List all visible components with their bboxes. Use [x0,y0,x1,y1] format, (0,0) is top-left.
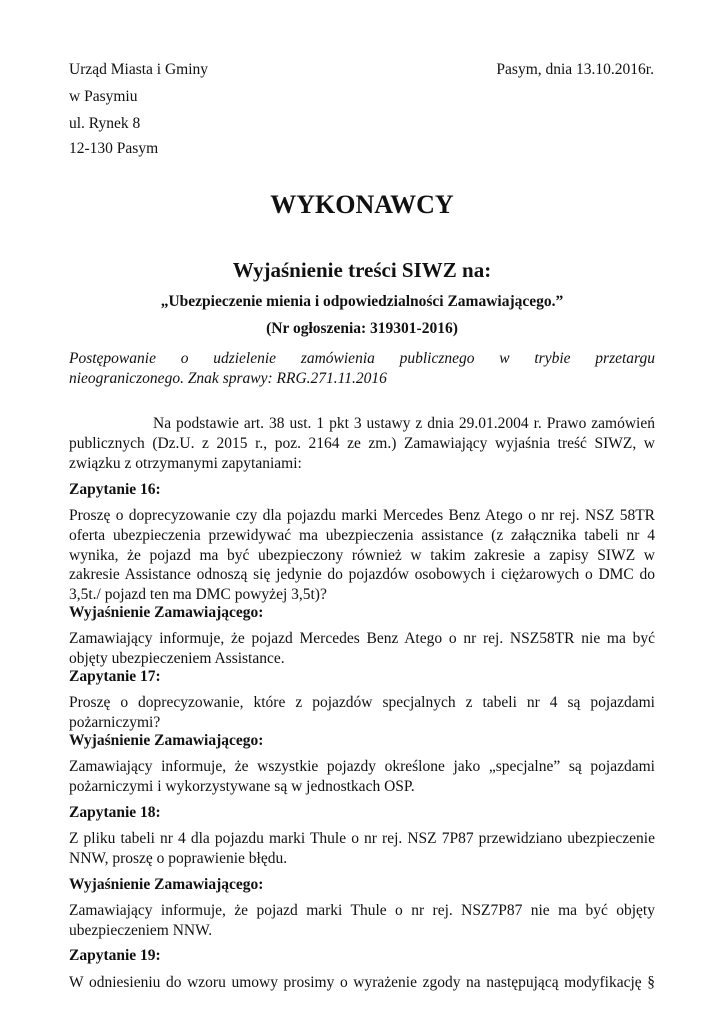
proceeding-line-1: Postępowanie o udzielenie zamówienia publicznego w trybie przetargu [69,350,655,367]
q17-line-2: pożarniczymi? [69,714,161,731]
q16-answer-line-1: Zamawiający informuje, że pojazd Mercedes Benz Atego o nr rej. NSZ58TR nie ma być [69,630,655,647]
q16-line-2: oferta ubezpieczenia przewidywać ma ubezpieczenia assistance (z załącznika tabeli nr 4 [69,527,655,544]
sender-line-2: w Pasymiu [69,88,138,105]
intro-line-1: Na podstawie art. 38 ust. 1 pkt 3 ustawy z dnia 29.01.2004 r. Prawo zamówień [153,415,655,432]
q18-answer-heading: Wyjaśnienie Zamawiającego: [69,876,264,893]
sender-line-4: 12-130 Pasym [69,140,159,157]
q16-answer-heading: Wyjaśnienie Zamawiającego: [69,604,264,621]
q16-line-4: zakresie Assistance odnoszą się jedynie do pojazdów osobowych i ciężarowych o DMC do [69,566,655,583]
q18-heading: Zapytanie 18: [69,804,161,821]
subject-line: „Ubezpieczenie mienia i odpowiedzialności Zamawiającego.” [160,293,564,310]
q17-heading: Zapytanie 17: [69,668,161,685]
q16-heading: Zapytanie 16: [69,481,161,498]
intro-line-2: publicznych (Dz.U. z 2015 r., poz. 2164 ze zm.) Zamawiający wyjaśnia treść SIWZ, w [69,435,655,452]
q17-answer-heading: Wyjaśnienie Zamawiającego: [69,732,264,749]
q16-line-1: Proszę o doprecyzowanie czy dla pojazdu marki Mercedes Benz Atego o nr rej. NSZ 58TR [69,507,655,524]
sender-line-3: ul. Rynek 8 [69,115,141,132]
intro-line-3: związku z otrzymanymi zapytaniami: [69,455,302,472]
q16-line-3: wynika, że pojazd ma być ubezpieczony również w takim zakresie a zapisy SIWZ w [69,547,655,564]
announcement-number: (Nr ogłoszenia: 319301-2016) [266,320,458,337]
q16-line-5: 3,5t./ pojazd ten ma DMC powyżej 3,5t)? [69,586,327,603]
q19-line-1: W odniesieniu do wzoru umowy prosimy o wyrażenie zgody na następującą modyfikację § [69,974,655,991]
proceeding-line-2: nieograniczonego. Znak sprawy: RRG.271.11.2016 [69,370,387,387]
q17-answer-line-2: pożarniczymi i wykorzystywane są w jednostkach OSP. [69,778,415,795]
q18-answer-line-1: Zamawiający informuje, że pojazd marki Thule o nr rej. NSZ7P87 nie ma być objęty [69,902,655,919]
recipient-heading: WYKONAWCY [270,190,454,219]
q18-line-1: Z pliku tabeli nr 4 dla pojazdu marki Thule o nr rej. NSZ 7P87 przewidziano ubezpieczenie [69,830,655,847]
q17-answer-line-1: Zamawiający informuje, że wszystkie pojazdy określone jako „specjalne” są pojazdami [69,758,655,775]
q17-line-1: Proszę o doprecyzowanie, które z pojazdów specjalnych z tabeli nr 4 są pojazdami [69,694,655,711]
document-title: Wyjaśnienie treści SIWZ na: [232,258,492,282]
q19-heading: Zapytanie 19: [69,947,161,964]
sender-line-1: Urząd Miasta i Gminy [69,61,209,78]
q18-answer-line-2: ubezpieczeniem NNW. [69,922,213,939]
q16-answer-line-2: objęty ubezpieczeniem Assistance. [69,650,285,667]
place-date: Pasym, dnia 13.10.2016r. [496,61,654,78]
q18-line-2: NNW, proszę o poprawienie błędu. [69,850,288,867]
